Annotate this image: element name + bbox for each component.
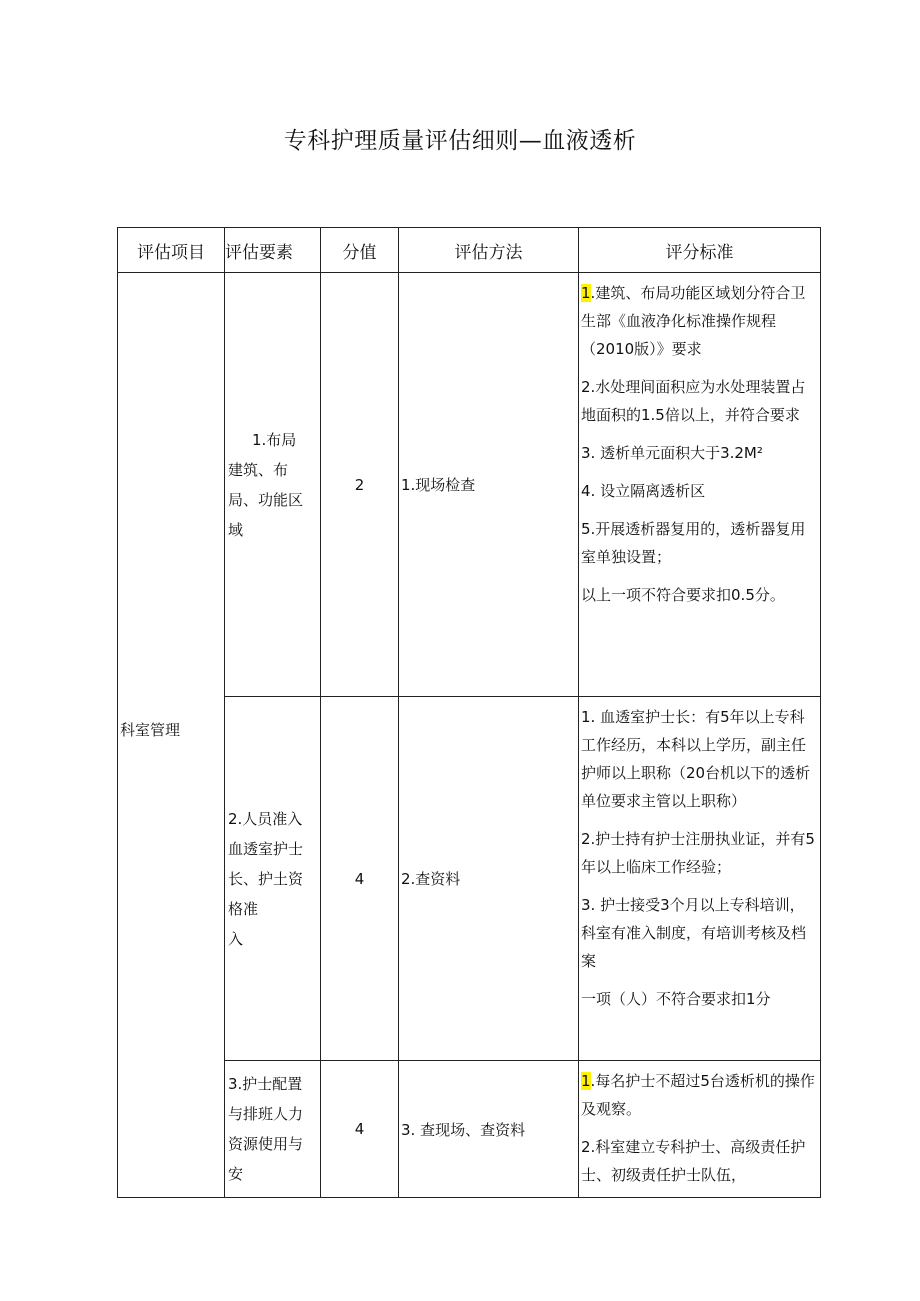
header-project: 评估项目	[118, 228, 225, 273]
page-title: 专科护理质量评估细则—血液透析	[283, 128, 637, 154]
element-line: 安	[228, 1165, 244, 1183]
criteria-cell	[579, 1061, 821, 1198]
table-header-row	[118, 228, 821, 273]
criteria-item: 1.建筑、布局功能区域划分符合卫生部《血液净化标准操作规程（2010版）》要求	[581, 284, 806, 358]
element-line: 格准	[228, 899, 259, 918]
project-label: 科室管理	[120, 721, 181, 739]
method-cell: 2.查资料	[399, 697, 579, 1061]
element-line: 入	[228, 929, 244, 948]
header-score: 分值	[321, 228, 399, 273]
element-line: 血透室护士	[228, 839, 304, 858]
element-line: 建筑、布	[228, 460, 289, 479]
score-cell: 4	[321, 1061, 399, 1198]
project-cell	[118, 273, 225, 1198]
highlight-marker: 1	[581, 284, 591, 302]
criteria-item: 以上一项不符合要求扣0.5分。	[581, 586, 785, 604]
evaluation-table	[117, 227, 821, 1198]
method-cell: 3. 查现场、查资料	[399, 1061, 579, 1198]
element-cell	[225, 697, 321, 1061]
element-line: 长、护土资	[228, 869, 304, 888]
criteria-item: 1.每名护士不超过5台透析机的操作及观察。	[581, 1072, 815, 1118]
element-line: 与排班人力	[228, 1105, 304, 1123]
highlight-marker: 1	[581, 1072, 591, 1090]
header-criteria: 评分标准	[579, 228, 821, 273]
element-line: 局、功能区	[228, 490, 304, 509]
table-row	[118, 273, 821, 697]
criteria-item: 2.科室建立专科护士、高级责任护士、初级责任护士队伍，	[581, 1138, 806, 1184]
criteria-item: 5.开展透析器复用的，透析器复用室单独设置；	[581, 520, 806, 566]
element-line: 域	[228, 520, 244, 539]
criteria-item: 4. 设立隔离透析区	[581, 482, 706, 500]
element-line: 2.人员准入	[228, 809, 303, 828]
criteria-item: 2.水处理间面积应为水处理装置占地面积的1.5倍以上，并符合要求	[581, 378, 806, 424]
element-line: 1.布局	[252, 430, 297, 449]
header-method: 评估方法	[399, 228, 579, 273]
criteria-cell	[579, 697, 821, 1061]
criteria-item: 一项（人）不符合要求扣1分	[581, 990, 771, 1008]
criteria-cell	[579, 273, 821, 697]
element-cell	[225, 273, 321, 697]
criteria-item: 3. 透析单元面积大于3.2M²	[581, 444, 763, 462]
criteria-item: 2.护士持有护士注册执业证，并有5年以上临床工作经验；	[581, 830, 815, 876]
element-line: 3.护士配置	[228, 1075, 303, 1093]
method-cell: 1.现场检查	[399, 273, 579, 697]
criteria-item: 3. 护士接受3个月以上专科培训，科室有准入制度，有培训考核及档案	[581, 896, 807, 970]
score-cell: 2	[321, 273, 399, 697]
header-element: 评估要素	[225, 228, 321, 273]
element-line: 资源使用与	[228, 1135, 304, 1153]
score-cell: 4	[321, 697, 399, 1061]
element-cell	[225, 1061, 321, 1198]
criteria-item: 1. 血透室护士长：有5年以上专科工作经历，本科以上学历，副主任护师以上职称（20台机以下的透析单位要求主管以上职称）	[581, 708, 811, 810]
